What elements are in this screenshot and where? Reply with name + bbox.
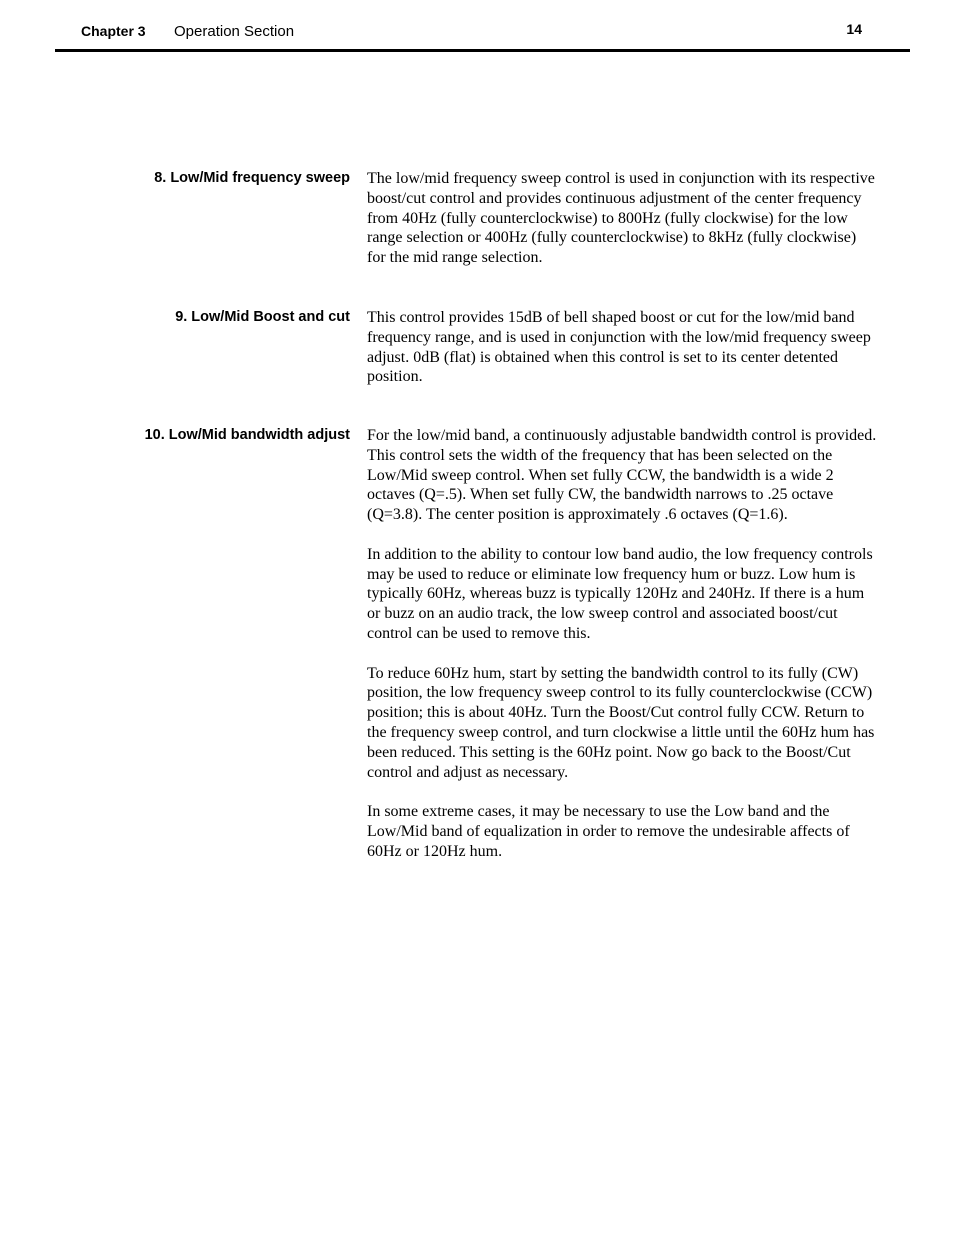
- body-paragraph: To reduce 60Hz hum, start by setting the bandwidth control to its fully (CW) position, the low frequency sweep control to its fully counterclockwise (CCW) position; this is about 40Hz. Turn the Boost/Cut control fully CCW. Return to the frequency sweep control, and turn clockwise a little until the 60Hz hum has been reduced. This setting is the 60Hz point. Now go back to the Boost/Cut control and adjust as necessary.: [367, 664, 875, 781]
- entry-heading: 9. Low/Mid Boost and cut: [175, 309, 350, 325]
- page-number: 14: [846, 21, 862, 37]
- page-header: [55, 0, 910, 52]
- chapter-label: Chapter 3: [81, 23, 146, 39]
- body-paragraph: In some extreme cases, it may be necessary to use the Low band and the Low/Mid band of equalization in order to remove the undesirable affects of 60Hz or 120Hz hum.: [367, 803, 850, 860]
- entry-heading: 10. Low/Mid bandwidth adjust: [144, 427, 350, 443]
- entry-body: [367, 308, 877, 407]
- body-paragraph: This control provides 15dB of bell shaped boost or cut for the low/mid band frequency range, and is used in conjunction with the low/mid frequency sweep adjust. 0dB (flat) is obtained when this control is set to its center detented position.: [367, 309, 871, 386]
- entry-heading: 8. Low/Mid frequency sweep: [154, 170, 350, 186]
- body-paragraph: The low/mid frequency sweep control is used in conjunction with its respective boost/cut control and provides continuous adjustment of the center frequency from 40Hz (fully counterclockwise) to 800Hz (fully clockwise) for the low range selection or 400Hz (fully counterclockwise) to 8kHz (fully clockwise) for the mid range selection.: [367, 170, 875, 267]
- body-paragraph: In addition to the ability to contour low band audio, the low frequency controls may be used to reduce or eliminate low frequency hum or buzz. Low hum is typically 60Hz, whereas buzz is typically 120Hz and 240Hz. If there is a hum or buzz on an audio track, the low sweep control and associated boost/cut control can be used to remove this.: [367, 545, 873, 642]
- entry-body: [367, 426, 877, 881]
- section-title: Operation Section: [174, 23, 295, 40]
- body-paragraph: For the low/mid band, a continuously adjustable bandwidth control is provided. This control sets the width of the frequency that has been selected on the Low/Mid sweep control. When set fully CCW, the bandwidth is a wide 2 octaves (Q=.5). When set fully CW, the bandwidth narrows to .25 octave (Q=3.8). The center position is approximately .6 octaves (Q=1.6).: [367, 427, 877, 524]
- entry-body: [367, 169, 877, 288]
